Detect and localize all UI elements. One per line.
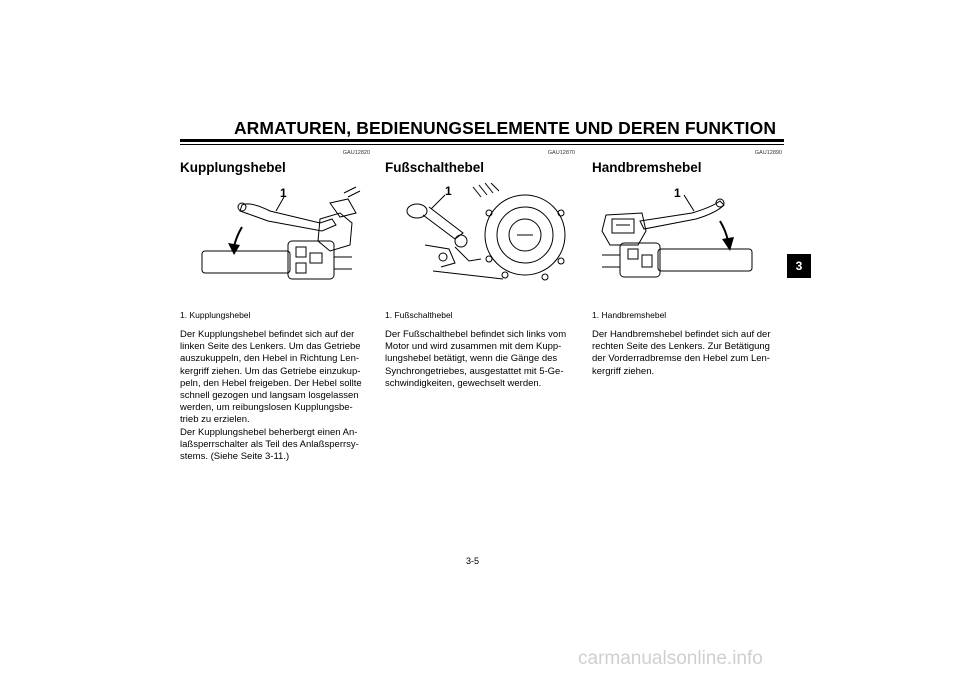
paragraph: Der Kupplungshebel beherbergt einen An- laßsperrschalter als Teil des Anlaßsperrsy- stems. (Siehe Seite 3-11.) bbox=[180, 426, 359, 463]
section-title: Kupplungshebel bbox=[180, 160, 286, 175]
figure-caption: 1. Handbremshebel bbox=[592, 310, 667, 320]
section-fussschalthebel bbox=[385, 150, 575, 390]
figure-label: 1 bbox=[445, 184, 452, 198]
paragraph: Der Handbremshebel befindet sich auf der rechten Seite des Lenkers. Zur Betätigung der Vorderradbremse den Hebel zum Len- kergriff ziehen. bbox=[592, 329, 771, 377]
figure-caption: 1. Fußschalthebel bbox=[385, 310, 453, 320]
shift-pedal-illustration bbox=[385, 183, 575, 295]
section-code: GAU12890 bbox=[754, 150, 782, 156]
figure-label: 1 bbox=[674, 186, 681, 200]
brake-lever-illustration bbox=[592, 183, 782, 295]
section-code: GAU12820 bbox=[342, 150, 370, 156]
figure-caption: 1. Kupplungshebel bbox=[180, 310, 251, 320]
section-body bbox=[180, 329, 370, 463]
section-handbremshebel bbox=[592, 150, 782, 378]
section-body bbox=[592, 329, 782, 378]
section-title: Fußschalthebel bbox=[385, 160, 485, 175]
page-number: 3-5 bbox=[466, 556, 480, 566]
chapter-tab: 3 bbox=[787, 254, 811, 278]
watermark: carmanualsonline.info bbox=[578, 648, 763, 669]
paragraph: Der Kupplungshebel befindet sich auf der linken Seite des Lenkers. Um das Getriebe auszukuppeln, den Hebel in Richtung Len- kergriff ziehen. Um das Getriebe einzukup- peln, den Hebel freigeben. Der Hebel sollte schnell gezogen und langsam losgelassen werden, um reibungslosen Kupplungsbe- trieb zu erzielen. bbox=[180, 329, 362, 426]
figure-label: 1 bbox=[280, 186, 287, 200]
header-rule-thin bbox=[180, 144, 784, 145]
paragraph: Der Fußschalthebel befindet sich links vom Motor und wird zusammen mit dem Kupp- lungshebel betätigt, wenn die Gänge des Synchrongetriebes, ausgestattet mit 5-Ge- schwindigkeiten, gewechselt werden. bbox=[385, 329, 567, 389]
page-header-title: ARMATUREN, BEDIENUNGSELEMENTE UND DEREN FUNKTION bbox=[233, 118, 777, 138]
section-kupplungshebel bbox=[180, 150, 370, 463]
section-title: Handbremshebel bbox=[592, 160, 702, 175]
section-body bbox=[385, 329, 575, 390]
header-rule bbox=[180, 139, 784, 142]
section-code: GAU12870 bbox=[547, 150, 575, 156]
clutch-lever-illustration bbox=[180, 183, 370, 295]
